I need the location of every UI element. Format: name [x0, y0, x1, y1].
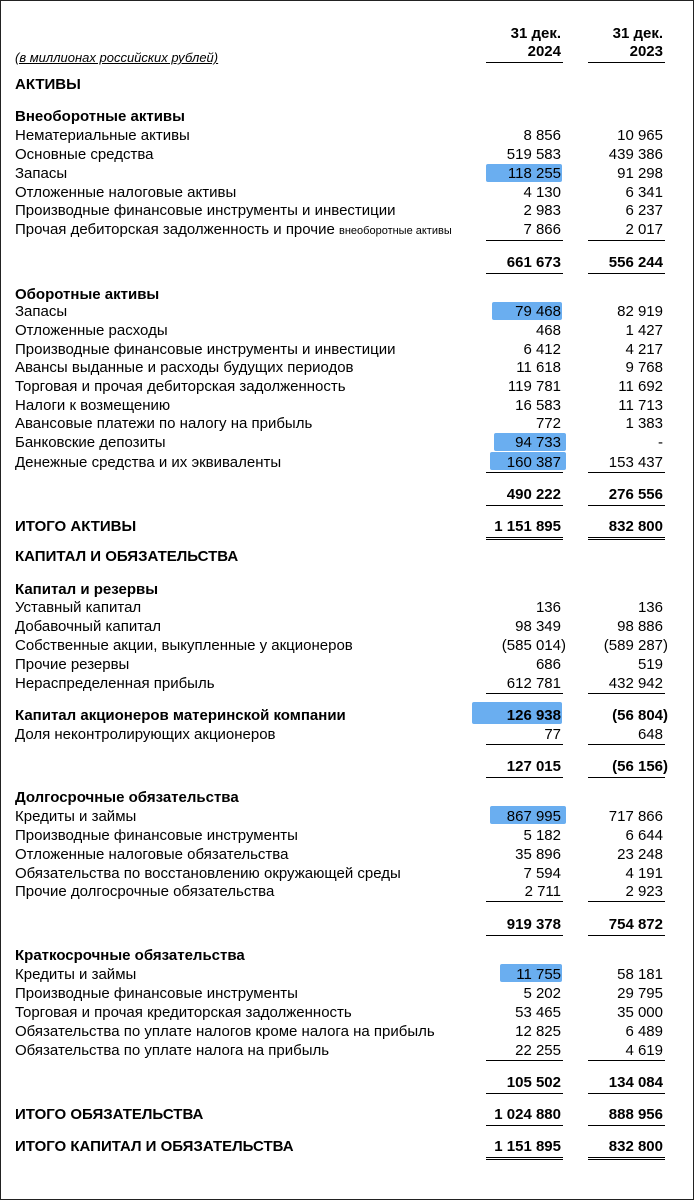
row-label: Торговая и прочая дебиторская задолженность [15, 378, 346, 395]
value-2023: 432 942 [608, 675, 663, 692]
value-2024: 12 825 [515, 1023, 561, 1040]
value-2024: 5 182 [523, 827, 561, 844]
row-label: Запасы [15, 303, 68, 320]
row-label-main: Прочая дебиторская задолженность и прочие [15, 221, 335, 238]
row-label: Производные финансовые инструменты [15, 985, 298, 1002]
row-label: Нераспределенная прибыль [15, 675, 215, 692]
total-equity-liabilities-row [0, 1138, 694, 1156]
table-row [0, 397, 694, 415]
subtotal-2024: 105 502 [506, 1074, 561, 1091]
minority-row [0, 726, 694, 744]
total-assets-label: ИТОГО АКТИВЫ [15, 518, 137, 535]
table-row [0, 184, 694, 202]
value-2023: 9 768 [625, 359, 663, 376]
row-label: Производные финансовые инструменты и инвестиции [15, 202, 396, 219]
longterm-heading-row [0, 789, 694, 807]
underline-2023 [588, 273, 665, 274]
value-2023: 1 427 [625, 322, 663, 339]
row-label: Отложенные налоговые активы [15, 184, 237, 201]
row-label: Налоги к возмещению [15, 397, 171, 414]
value-2023: 136 [637, 599, 663, 616]
underline-2023 [588, 777, 665, 778]
underline-2023 [588, 1125, 665, 1126]
subtotal-2024: 490 222 [506, 486, 561, 503]
row-label: Кредиты и займы [15, 966, 137, 983]
shortterm-heading: Краткосрочные обязательства [15, 947, 245, 964]
value-2024: 11 618 [516, 359, 561, 376]
row-label: Собственные акции, выкупленные у акционеров [15, 637, 353, 654]
shortterm-heading-row [0, 947, 694, 965]
underline-2024 [486, 1093, 563, 1094]
noncurrent-heading: Внеоборотные активы [15, 108, 185, 125]
table-row [0, 618, 694, 636]
row-label: Нематериальные активы [15, 127, 190, 144]
underline-2024 [486, 505, 563, 506]
col-2023-header-line2: 2023 [629, 43, 663, 60]
row-label: Обязательства по уплате налога на прибыль [15, 1042, 330, 1059]
total-2023: 832 800 [608, 1138, 663, 1155]
row-label [15, 221, 452, 240]
value-2024: 686 [535, 656, 561, 673]
underline-2023 [588, 1093, 665, 1094]
table-row [0, 341, 694, 359]
table-row [0, 827, 694, 845]
underline-2024 [486, 744, 563, 745]
row-label: Отложенные налоговые обязательства [15, 846, 289, 863]
value-2023: 6 341 [625, 184, 663, 201]
value-2024: (585 014) [501, 637, 566, 654]
value-2023: 648 [637, 726, 663, 743]
value-2023: 2 923 [625, 883, 663, 900]
value-2024: 22 255 [515, 1042, 561, 1059]
value-2024: 7 866 [523, 221, 561, 238]
table-row [0, 883, 694, 901]
value-2024: 2 711 [524, 883, 561, 900]
double-underline-2023 [588, 537, 665, 540]
value-2023: 4 217 [625, 341, 663, 358]
row-label: Производные финансовые инструменты [15, 827, 298, 844]
row-label: Отложенные расходы [15, 322, 168, 339]
underline-2024 [486, 240, 563, 241]
underline-2024 [486, 777, 563, 778]
total-equity-liabilities-label: ИТОГО КАПИТАЛ И ОБЯЗАТЕЛЬСТВА [15, 1138, 294, 1155]
underline-2024 [486, 1060, 563, 1061]
underline-2024 [486, 1125, 563, 1126]
value-2023: 6 644 [625, 827, 663, 844]
value-2023: 29 795 [617, 985, 663, 1002]
table-row [0, 322, 694, 340]
row-label-small: внеоборотные активы [339, 225, 452, 237]
equity-heading: Капитал и резервы [15, 581, 159, 598]
equity-total-row [0, 758, 694, 776]
value-2023: 98 886 [617, 618, 663, 635]
subtotal-2023: (56 156) [612, 758, 668, 775]
value-2023: 11 713 [618, 397, 663, 414]
table-row [0, 1023, 694, 1041]
underline-2024 [486, 273, 563, 274]
table-row [0, 637, 694, 655]
parent-equity-row [0, 707, 694, 725]
row-label: Основные средства [15, 146, 154, 163]
double-underline-2024 [486, 537, 563, 540]
table-row [0, 985, 694, 1003]
value-2024: 7 594 [523, 865, 561, 882]
total-assets-row [0, 518, 694, 536]
value-2023: - [658, 434, 663, 451]
underline-2024 [486, 901, 563, 902]
value-2024: 867 995 [506, 808, 561, 825]
col-2023-header-line1: 31 дек. [612, 25, 663, 42]
subtotal-2024: 919 378 [506, 916, 561, 933]
row-label: Авансы выданные и расходы будущих периодов [15, 359, 354, 376]
table-row [0, 434, 694, 452]
table-row [0, 599, 694, 617]
noncurrent-total-row [0, 254, 694, 272]
value-2023: (56 804) [612, 707, 668, 724]
underline-2024 [486, 693, 563, 694]
value-2023: 23 248 [617, 846, 663, 863]
row-label: Запасы [15, 165, 68, 182]
underline-2024 [486, 935, 563, 936]
value-2024: 519 583 [506, 146, 561, 163]
current-total-row [0, 486, 694, 504]
value-2024: 118 255 [507, 165, 561, 182]
subtotal-2023: 276 556 [608, 486, 663, 503]
table-row [0, 202, 694, 220]
underline-2023 [588, 472, 665, 473]
row-label: Авансовые платежи по налогу на прибыль [15, 415, 313, 432]
units-note: (в миллионах российских рублей) [15, 50, 219, 65]
value-2024: 126 938 [506, 707, 561, 724]
table-row [0, 165, 694, 183]
table-row [0, 378, 694, 396]
underline-2023 [588, 505, 665, 506]
value-2023: 519 [637, 656, 663, 673]
value-2023: 6 237 [625, 202, 663, 219]
underline-2023 [588, 693, 665, 694]
row-label: Прочие долгосрочные обязательства [15, 883, 275, 900]
value-2023: 10 965 [617, 127, 663, 144]
assets-heading: АКТИВЫ [15, 76, 81, 93]
value-2024: 5 202 [523, 985, 561, 1002]
shortterm-total-row [0, 1074, 694, 1092]
value-2023: 439 386 [608, 146, 663, 163]
underline-2023 [588, 935, 665, 936]
table-row [0, 675, 694, 693]
value-2024: 612 781 [506, 675, 561, 692]
table-row [0, 966, 694, 984]
subtotal-2023: 134 084 [608, 1074, 663, 1091]
row-label: Добавочный капитал [15, 618, 162, 635]
double-underline-2024 [486, 1157, 563, 1160]
value-2024: 77 [544, 726, 561, 743]
row-label: Торговая и прочая кредиторская задолженность [15, 1004, 352, 1021]
value-2023: 82 919 [617, 303, 663, 320]
value-2024: 94 733 [515, 434, 561, 451]
subtotal-2023: 754 872 [608, 916, 663, 933]
value-2024: 53 465 [515, 1004, 561, 1021]
underline-2023 [588, 240, 665, 241]
value-2023: 4 619 [625, 1042, 663, 1059]
total-2024: 1 024 880 [494, 1106, 561, 1123]
underline-2023 [588, 1060, 665, 1061]
table-row [0, 146, 694, 164]
total-2024: 1 151 895 [494, 1138, 561, 1155]
value-2023: 717 866 [608, 808, 663, 825]
table-row [0, 808, 694, 826]
table-row [0, 656, 694, 674]
longterm-total-row [0, 916, 694, 934]
value-2023: 58 181 [617, 966, 663, 983]
value-2024: 8 856 [523, 127, 561, 144]
value-2024: 11 755 [516, 966, 561, 983]
col-2024-header-line2: 2024 [527, 43, 561, 60]
value-2024: 772 [535, 415, 561, 432]
value-2024: 160 387 [506, 454, 561, 471]
total-liabilities-label: ИТОГО ОБЯЗАТЕЛЬСТВА [15, 1106, 204, 1123]
row-label: Уставный капитал [15, 599, 142, 616]
col-2024-header-line1: 31 дек. [510, 25, 561, 42]
value-2023: (589 287) [603, 637, 668, 654]
table-row [0, 415, 694, 433]
current-heading: Оборотные активы [15, 286, 160, 303]
header-underline-2023 [588, 62, 665, 63]
table-row [0, 359, 694, 377]
table-row [0, 454, 694, 472]
row-label: Доля неконтролирующих акционеров [15, 726, 276, 743]
total-liabilities-row [0, 1106, 694, 1124]
row-label: Капитал акционеров материнской компании [15, 707, 346, 724]
table-row [0, 127, 694, 145]
value-2023: 6 489 [625, 1023, 663, 1040]
row-label: Банковские депозиты [15, 434, 166, 451]
value-2023: 4 191 [625, 865, 663, 882]
subtotal-2024: 127 015 [506, 758, 561, 775]
total-2023: 832 800 [608, 518, 663, 535]
value-2024: 468 [535, 322, 561, 339]
value-2024: 79 468 [515, 303, 561, 320]
equity-liab-heading: КАПИТАЛ И ОБЯЗАТЕЛЬСТВА [15, 548, 239, 565]
equity-heading-row [0, 581, 694, 599]
value-2024: 16 583 [515, 397, 561, 414]
header-underline-2024 [486, 62, 563, 63]
table-row [0, 1042, 694, 1060]
value-2024: 2 983 [523, 202, 561, 219]
row-label: Обязательства по уплате налогов кроме налога на прибыль [15, 1023, 435, 1040]
assets-heading-row [0, 76, 694, 94]
value-2024: 35 896 [515, 846, 561, 863]
double-underline-2023 [588, 1157, 665, 1160]
value-2023: 1 383 [625, 415, 663, 432]
table-row [0, 303, 694, 321]
total-2024: 1 151 895 [494, 518, 561, 535]
value-2023: 11 692 [618, 378, 663, 395]
value-2023: 91 298 [617, 165, 663, 182]
table-row [0, 1004, 694, 1022]
table-row [0, 846, 694, 864]
total-2023: 888 956 [608, 1106, 663, 1123]
table-row [0, 865, 694, 883]
underline-2023 [588, 901, 665, 902]
current-heading-row [0, 286, 694, 304]
value-2023: 35 000 [617, 1004, 663, 1021]
subtotal-2024: 661 673 [506, 254, 561, 271]
value-2023: 153 437 [608, 454, 663, 471]
noncurrent-heading-row [0, 108, 694, 126]
value-2024: 6 412 [523, 341, 561, 358]
underline-2024 [486, 472, 563, 473]
row-label: Прочие резервы [15, 656, 130, 673]
value-2023: 2 017 [625, 221, 663, 238]
equity-liab-heading-row [0, 548, 694, 566]
value-2024: 4 130 [523, 184, 561, 201]
value-2024: 136 [535, 599, 561, 616]
row-label: Обязательства по восстановлению окружающей среды [15, 865, 401, 882]
table-row [0, 221, 694, 239]
row-label: Производные финансовые инструменты и инвестиции [15, 341, 396, 358]
row-label: Денежные средства и их эквиваленты [15, 454, 282, 471]
value-2024: 119 781 [507, 378, 561, 395]
row-label: Кредиты и займы [15, 808, 137, 825]
subtotal-2023: 556 244 [608, 254, 663, 271]
value-2024: 98 349 [515, 618, 561, 635]
underline-2023 [588, 744, 665, 745]
longterm-heading: Долгосрочные обязательства [15, 789, 239, 806]
